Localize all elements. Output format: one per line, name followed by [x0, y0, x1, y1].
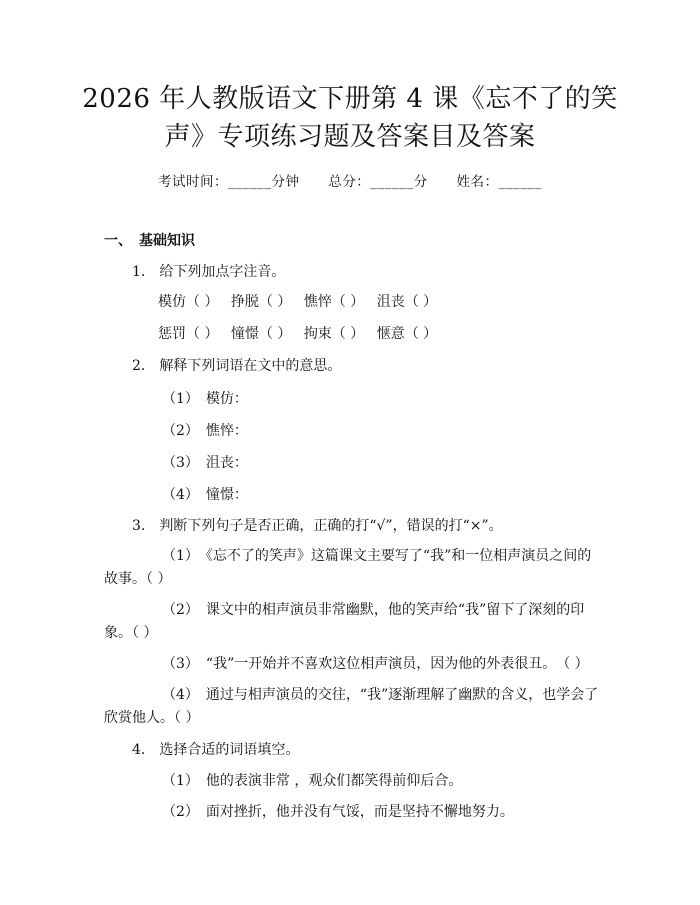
exam-time-field: 考试时间：______分钟 — [157, 174, 300, 190]
judgement-item-3: （3） “我”一开始并不喜欢这位相声演员，因为他的外表很丑。 （ ） — [162, 656, 589, 672]
judgement-item-1-line1: （1） 《忘不了的笑声》这篇课文主要写了“我”和一位相声演员之间的 — [162, 548, 592, 564]
judgement-item-2-line2: 象。（ ） — [104, 625, 158, 641]
pinyin-row-1 — [158, 292, 437, 312]
fill-blank-item-2: （2） 面对挫折，他并没有气馁，而是坚持不懈地努力。 — [162, 804, 514, 820]
definition-item: （1） 模仿： — [162, 391, 248, 407]
pinyin-item: 憔悴（ ） — [303, 294, 365, 310]
pinyin-item: 挣脱（ ） — [230, 294, 292, 310]
judgement-item-4-line1: （4） 通过与相声演员的交往，“我”逐渐理解了幽默的含义，也学会了 — [162, 687, 599, 703]
definition-item: （3） 沮丧： — [162, 455, 248, 471]
pinyin-row-2 — [158, 324, 437, 344]
definition-item: （2） 憔悴： — [162, 423, 248, 439]
student-name-field: 姓名：______ — [456, 174, 543, 190]
judgement-item-1-line2: 故事。（ ） — [104, 571, 172, 587]
question-2-stem: 2. 解释下列词语在文中的意思。 — [132, 358, 342, 374]
pinyin-item: 惩罚（ ） — [158, 326, 219, 342]
judgement-item-2-line1: （2） 课文中的相声演员非常幽默，他的笑声给“我”留下了深刻的印 — [162, 602, 585, 618]
fill-blank-item-1: （1） 他的表演非常 ，观众们都笑得前仰后合。 — [162, 773, 463, 789]
section-heading: 一、 基础知识 — [104, 233, 195, 249]
pinyin-item: 拘束（ ） — [303, 326, 365, 342]
total-score-field: 总分：______分 — [328, 174, 428, 190]
pinyin-item: 模仿（ ） — [158, 294, 219, 310]
question-4-stem: 4. 选择合适的词语填空。 — [132, 742, 300, 758]
doc-title-line1: 2026 年人教版语文下册第 4 课《忘不了的笑 — [82, 84, 618, 114]
pinyin-item: 沮丧（ ） — [376, 294, 438, 310]
judgement-item-4-line2: 欣赏他人。（ ） — [104, 710, 200, 726]
question-3-stem: 3. 判断下列句子是否正确，正确的打“√”，错误的打“×”。 — [132, 518, 503, 534]
question-1-stem: 1. 给下列加点字注音。 — [132, 264, 286, 280]
definition-item: （4） 憧憬： — [162, 487, 248, 503]
exam-meta — [0, 170, 700, 190]
doc-title-line2: 声》专项练习题及答案目及答案 — [164, 122, 536, 152]
pinyin-item: 憧憬（ ） — [230, 326, 292, 342]
pinyin-item: 惬意（ ） — [376, 326, 438, 342]
